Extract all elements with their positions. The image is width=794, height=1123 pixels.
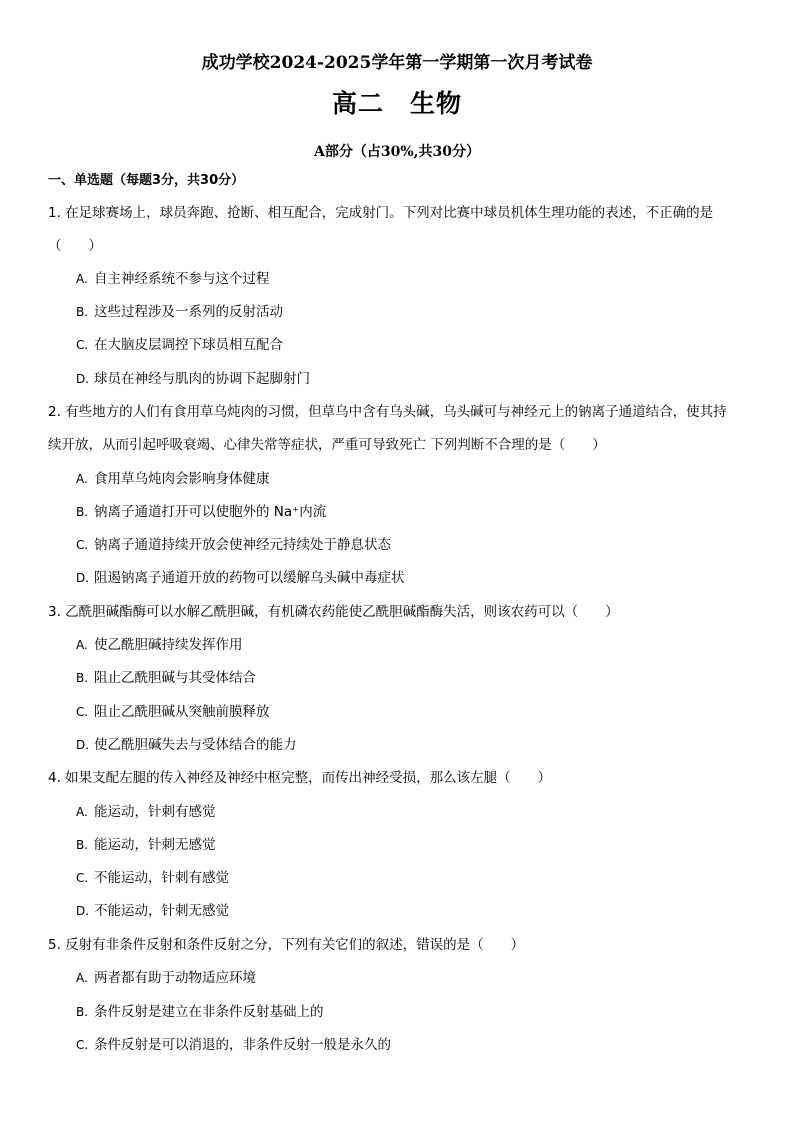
option-letter: D. — [76, 571, 90, 585]
question-2-line-1: 2. 有些地方的人们有食用草乌炖肉的习惯，但草乌中含有乌头碱，乌头碱可与神经元上的钠离子通道结合，使其持 — [48, 404, 727, 420]
option-text: 食用草乌炖肉会影响身体健康 — [94, 471, 270, 487]
question-1-option-a — [76, 267, 270, 287]
question-5-line-1: 5. 反射有非条件反射和条件反射之分，下列有关它们的叙述，错误的是（ ） — [48, 937, 525, 953]
question-3-option-d — [76, 733, 297, 753]
question-4-line-1: 4. 如果支配左腿的传入神经及神经中枢完整，而传出神经受损，那么该左腿（ ） — [48, 770, 552, 786]
question-2-option-c — [76, 533, 391, 553]
option-letter: C. — [76, 705, 89, 719]
question-5-option-b — [76, 1000, 324, 1020]
question-4-option-a — [76, 800, 216, 820]
question-2-line-2: 续开放，从而引起呼吸衰竭、心律失常等症状，严重可导致死亡 下列判断不合理的是（ ） — [48, 437, 606, 453]
option-letter: A. — [76, 971, 88, 985]
option-text: 球员在神经与肌肉的协调下起脚射门 — [94, 371, 310, 387]
question-3-option-c — [76, 700, 270, 720]
question-1-option-d — [76, 367, 310, 387]
option-letter: D. — [76, 372, 90, 386]
question-1-option-b — [76, 300, 283, 320]
option-letter: A. — [76, 638, 88, 652]
option-text: 阻止乙酰胆碱从突触前膜释放 — [94, 704, 270, 720]
question-4-option-d — [76, 899, 229, 919]
question-3-line-1: 3. 乙酰胆碱酯酶可以水解乙酰胆碱，有机磷农药能使乙酰胆碱酯酶失活，则该农药可以（ ） — [48, 604, 619, 620]
question-2-option-b — [76, 500, 326, 520]
option-letter: B. — [76, 838, 89, 852]
option-text: 自主神经系统不参与这个过程 — [94, 271, 270, 287]
option-text: 阻遏钠离子通道开放的药物可以缓解乌头碱中毒症状 — [94, 570, 405, 586]
option-text: 使乙酰胆碱失去与受体结合的能力 — [94, 737, 297, 753]
question-2-option-a — [76, 467, 270, 487]
option-letter: C. — [76, 538, 89, 552]
question-3-option-a — [76, 633, 243, 653]
question-1-line-2: （ ） — [48, 238, 102, 254]
option-text: 不能运动，针刺有感觉 — [94, 870, 229, 886]
question-1-line-1: 1. 在足球赛场上，球员奔跑、抢断、相互配合，完成射门。下列对比赛中球员机体生理功能的表述，不正确的是 — [48, 205, 714, 221]
option-text: 两者都有助于动物适应环境 — [94, 970, 256, 986]
exam-title: 成功学校2024-2025学年第一学期第一次月考试卷 — [201, 53, 593, 73]
option-letter: A. — [76, 472, 88, 486]
option-letter: B. — [76, 1005, 89, 1019]
option-text: 条件反射是建立在非条件反射基础上的 — [94, 1004, 324, 1020]
option-letter: D. — [76, 738, 90, 752]
option-letter: C. — [76, 338, 89, 352]
question-2-option-d — [76, 566, 405, 586]
question-4-option-c — [76, 866, 229, 886]
option-text: 使乙酰胆碱持续发挥作用 — [94, 637, 243, 653]
question-5-option-a — [76, 966, 256, 986]
question-1-option-c — [76, 333, 283, 353]
option-text: 这些过程涉及一系列的反射活动 — [94, 304, 283, 320]
option-letter: A. — [76, 272, 88, 286]
option-text: 条件反射是可以消退的，非条件反射一般是永久的 — [94, 1037, 391, 1053]
option-text: 钠离子通道打开可以使胞外的 Na⁺内流 — [94, 504, 327, 520]
option-letter: B. — [76, 305, 89, 319]
question-3-option-b — [76, 666, 256, 686]
section-heading: 一、单选题（每题3分，共30分） — [48, 173, 245, 188]
option-text: 在大脑皮层调控下球员相互配合 — [94, 337, 283, 353]
question-4-option-b — [76, 833, 216, 853]
option-text: 阻止乙酰胆碱与其受体结合 — [94, 670, 256, 686]
option-text: 不能运动，针刺无感觉 — [94, 903, 229, 919]
part-heading: A部分（占30%,共30分） — [313, 144, 480, 160]
option-text: 钠离子通道持续开放会使神经元持续处于静息状态 — [94, 537, 391, 553]
option-letter: A. — [76, 805, 88, 819]
question-5-option-c — [76, 1033, 391, 1053]
option-letter: B. — [76, 671, 89, 685]
option-text: 能运动，针刺有感觉 — [94, 804, 216, 820]
option-text: 能运动，针刺无感觉 — [94, 837, 216, 853]
option-letter: C. — [76, 1038, 89, 1052]
option-letter: B. — [76, 505, 89, 519]
subject-title: 高二 生物 — [331, 89, 462, 118]
option-letter: C. — [76, 871, 89, 885]
option-letter: D. — [76, 904, 90, 918]
